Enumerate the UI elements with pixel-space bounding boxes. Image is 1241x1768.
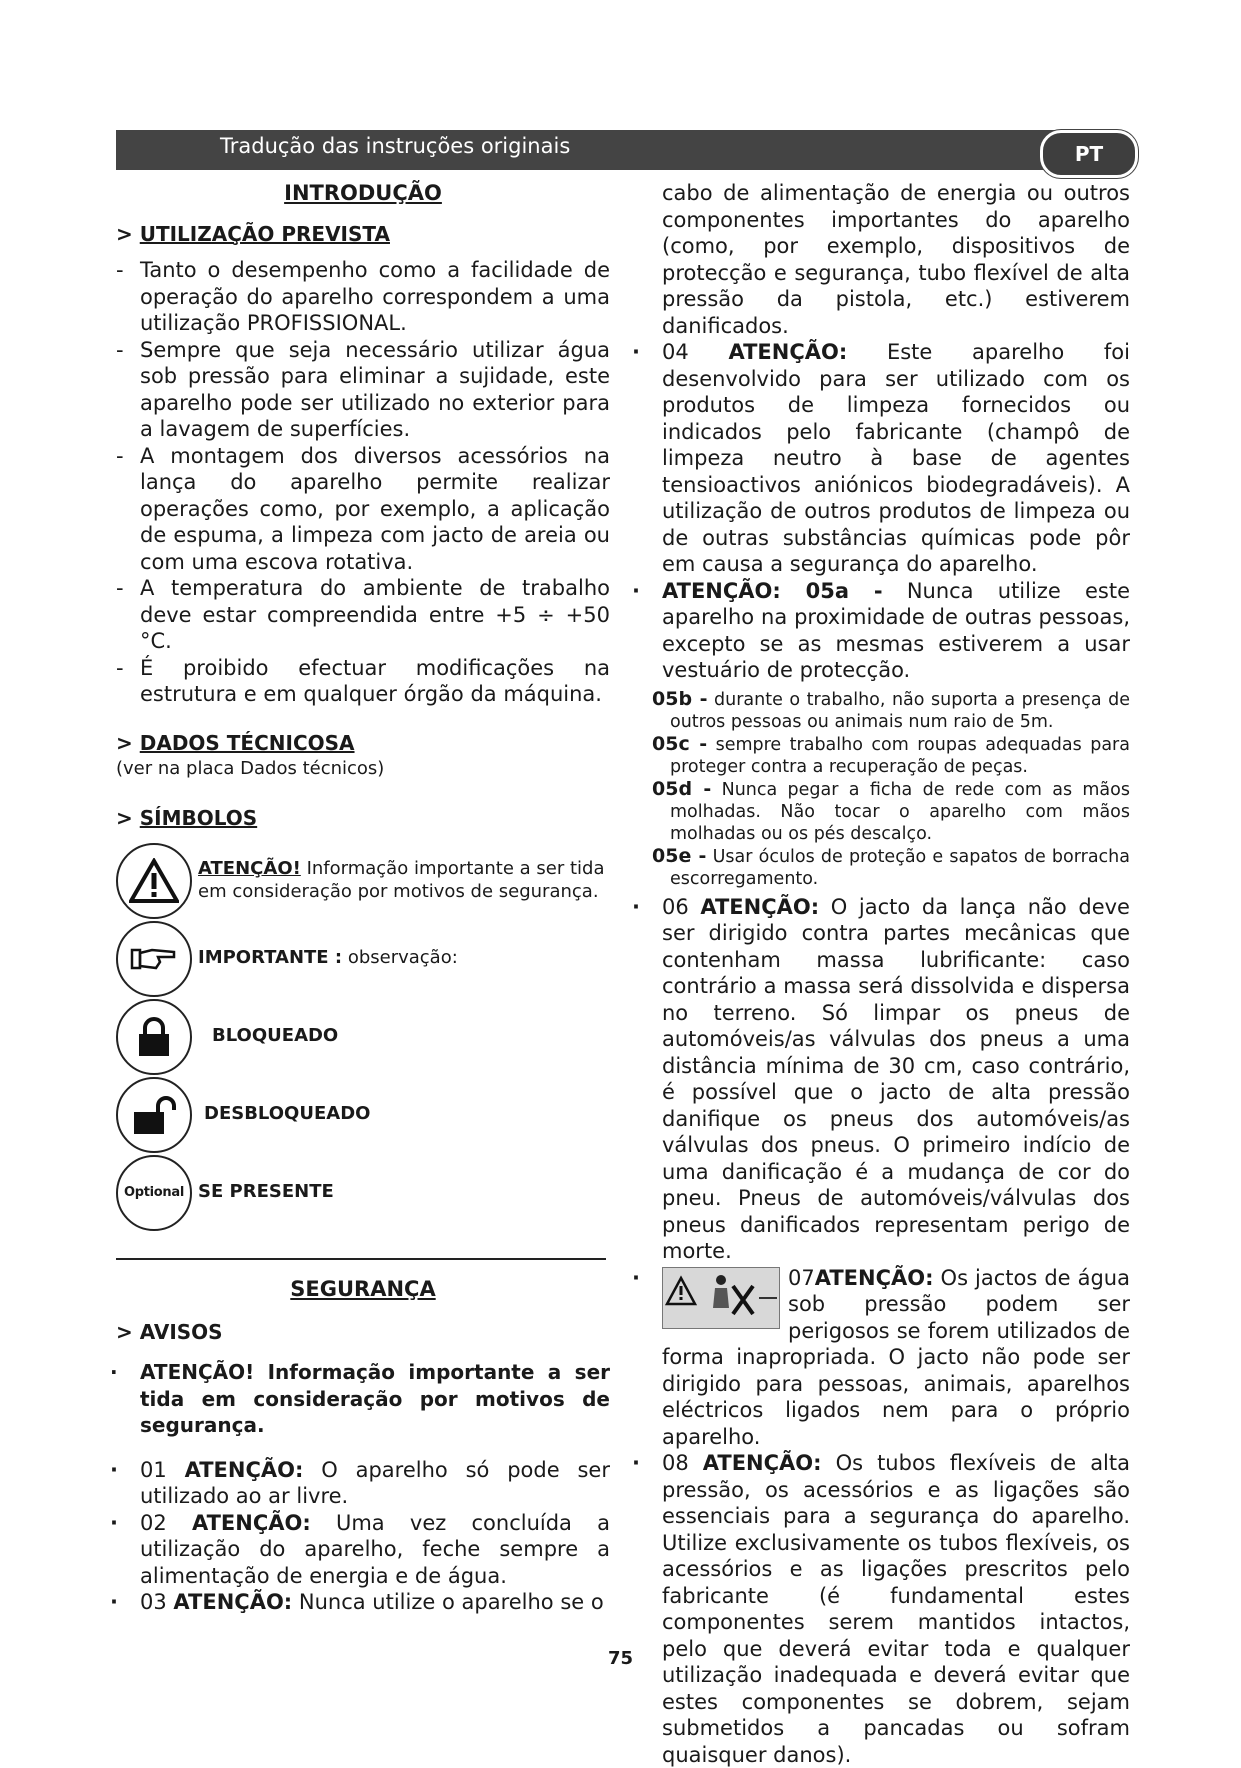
language-badge: PT	[1040, 130, 1138, 178]
warning-05b: 05b - durante o trabalho, não suporta a presença de outros pessoas ou animais num raio de 5m.	[652, 687, 1130, 732]
list-item: - É proibido efectuar modificações na estrutura e em qualquer órgão da máquina.	[116, 655, 610, 708]
water-jet-warning-icon	[662, 1267, 780, 1329]
list-item: - A montagem dos diversos acessórios na lança do aparelho permite realizar operações como, por exemplo, a aplicação de espuma, a limpeza com jacto de areia ou com uma escova rotativa.	[116, 443, 610, 576]
page-number: 75	[607, 1648, 634, 1669]
pointing-hand-icon	[116, 921, 192, 997]
warning-07: · 07ATENÇÃO: Os jactos de água sob pressão podem ser perigosos se forem utilizados de forma inapropriada. O jacto não pode ser dirigido para pessoas, animais, aparelhos eléctricos ligados nem para o próprio aparelho.	[638, 1265, 1130, 1451]
warning-01: · 01 ATENÇÃO: O aparelho só pode ser utilizado ao ar livre.	[116, 1457, 610, 1510]
prevista-heading: > UTILIZAÇÃO PREVISTA	[116, 221, 390, 246]
warning-05c: 05c - sempre trabalho com roupas adequadas para proteger contra a recuperação de peças.	[652, 732, 1130, 777]
header-title: Tradução das instruções originais	[220, 134, 571, 158]
left-column	[116, 180, 610, 1233]
warning-03: · 03 ATENÇÃO: Nunca utilize o aparelho se o	[116, 1589, 610, 1616]
symbol-bloqueado: BLOQUEADO	[116, 999, 610, 1077]
dados-heading: > DADOS TÉCNICOSA	[116, 730, 355, 755]
warning-08: · 08 ATENÇÃO: Os tubos flexíveis de alta pressão, os acessórios e as ligações são essenciais para a segurança do aparelho. Utilize exclusivamente os tubos flexíveis, os acessórios e as ligações prescritos pelo fabricante (é fundamental estes componentes serem mantidos intactos, pelo que deverá evitar toda e qualquer utilização inadequada e deverá evitar que estes componentes se dobrem, sejam submetidos a pancadas ou sofram quaisquer danos).	[638, 1450, 1130, 1768]
dados-note: (ver na placa Dados técnicos)	[116, 758, 385, 779]
safety-lead: · ATENÇÃO! Informação importante a ser tida em consideração por motivos de segurança.	[116, 1359, 610, 1439]
seguranca-block	[116, 1276, 610, 1616]
symbol-atencao: ATENÇÃO! Informação importante a ser tida em consideração por motivos de segurança.	[116, 843, 610, 921]
warning-05d: 05d - Nunca pegar a ficha de rede com as mãos molhadas. Não tocar o aparelho com mãos molhadas ou os pés descalço.	[652, 777, 1130, 844]
list-item: - A temperatura do ambiente de trabalho deve estar compreendida entre +5 ÷ +50 °C.	[116, 575, 610, 655]
symbol-optional: Optional SE PRESENTE	[116, 1155, 610, 1233]
warning-triangle-icon	[116, 843, 192, 919]
section-divider	[116, 1258, 606, 1260]
list-item: - Sempre que seja necessário utilizar água sob pressão para eliminar a sujidade, este aparelho pode ser utilizado no exterior para a lavagem de superfícies.	[116, 337, 610, 443]
seguranca-title: SEGURANÇA	[290, 1277, 436, 1301]
warning-02: · 02 ATENÇÃO: Uma vez concluída a utilização do aparelho, feche sempre a alimentação de energia e de água.	[116, 1510, 610, 1590]
intro-title: INTRODUÇÃO	[284, 181, 442, 205]
list-item: - Tanto o desempenho como a facilidade de operação do aparelho correspondem a uma utilização PROFISSIONAL.	[116, 257, 610, 337]
warning-05e: 05e - Usar óculos de proteção e sapatos de borracha escorregamento.	[652, 844, 1130, 889]
warning-05a: · ATENÇÃO: 05a - Nunca utilize este aparelho na proximidade de outras pessoas, excepto se as mesmas estiverem a usar vestuário de protecção.	[638, 578, 1130, 684]
warning-06: · 06 ATENÇÃO: O jacto da lança não deve ser dirigido contra partes mecânicas que contenham massa lubrificante: caso contrário a massa será dissolvida e dispersa no terreno. Só limpar os pneus de automóveis/as válvulas dos pneus a uma distância mínima de 30 cm, caso contrário, é possível que o jacto de alta pressão danifique os pneus dos automóveis/as válvulas dos pneus. O primeiro indício de uma danificação é a mudança de cor do pneu. Pneus de automóveis/válvulas dos pneus danificados representam perigo de morte.	[638, 894, 1130, 1265]
simbolos-heading: > SÍMBOLOS	[116, 805, 258, 830]
avisos-heading: > AVISOS	[116, 1319, 223, 1344]
warning-03-continued: cabo de alimentação de energia ou outros componentes importantes do aparelho (como, por exemplo, dispositivos de protecção e segurança, tubo flexível de alta pressão da pistola, etc.) estiverem danificados.	[662, 181, 1130, 338]
right-column	[652, 180, 1130, 1768]
lock-closed-icon	[116, 999, 192, 1075]
header-bar	[116, 130, 1120, 170]
symbol-desbloqueado: DESBLOQUEADO	[116, 1077, 610, 1155]
lock-open-icon	[116, 1077, 192, 1153]
symbol-importante: IMPORTANTE : observação:	[116, 921, 610, 999]
warning-04: · 04 ATENÇÃO: Este aparelho foi desenvolvido para ser utilizado com os produtos de limpeza fornecidos ou indicados pelo fabricante (champô de limpeza neutro à base de agentes tensioactivos aniónicos biodegradáveis). A utilização de outros produtos de limpeza ou de outras substâncias químicas pode pôr em causa a segurança do aparelho.	[638, 339, 1130, 578]
optional-icon: Optional	[116, 1155, 192, 1231]
